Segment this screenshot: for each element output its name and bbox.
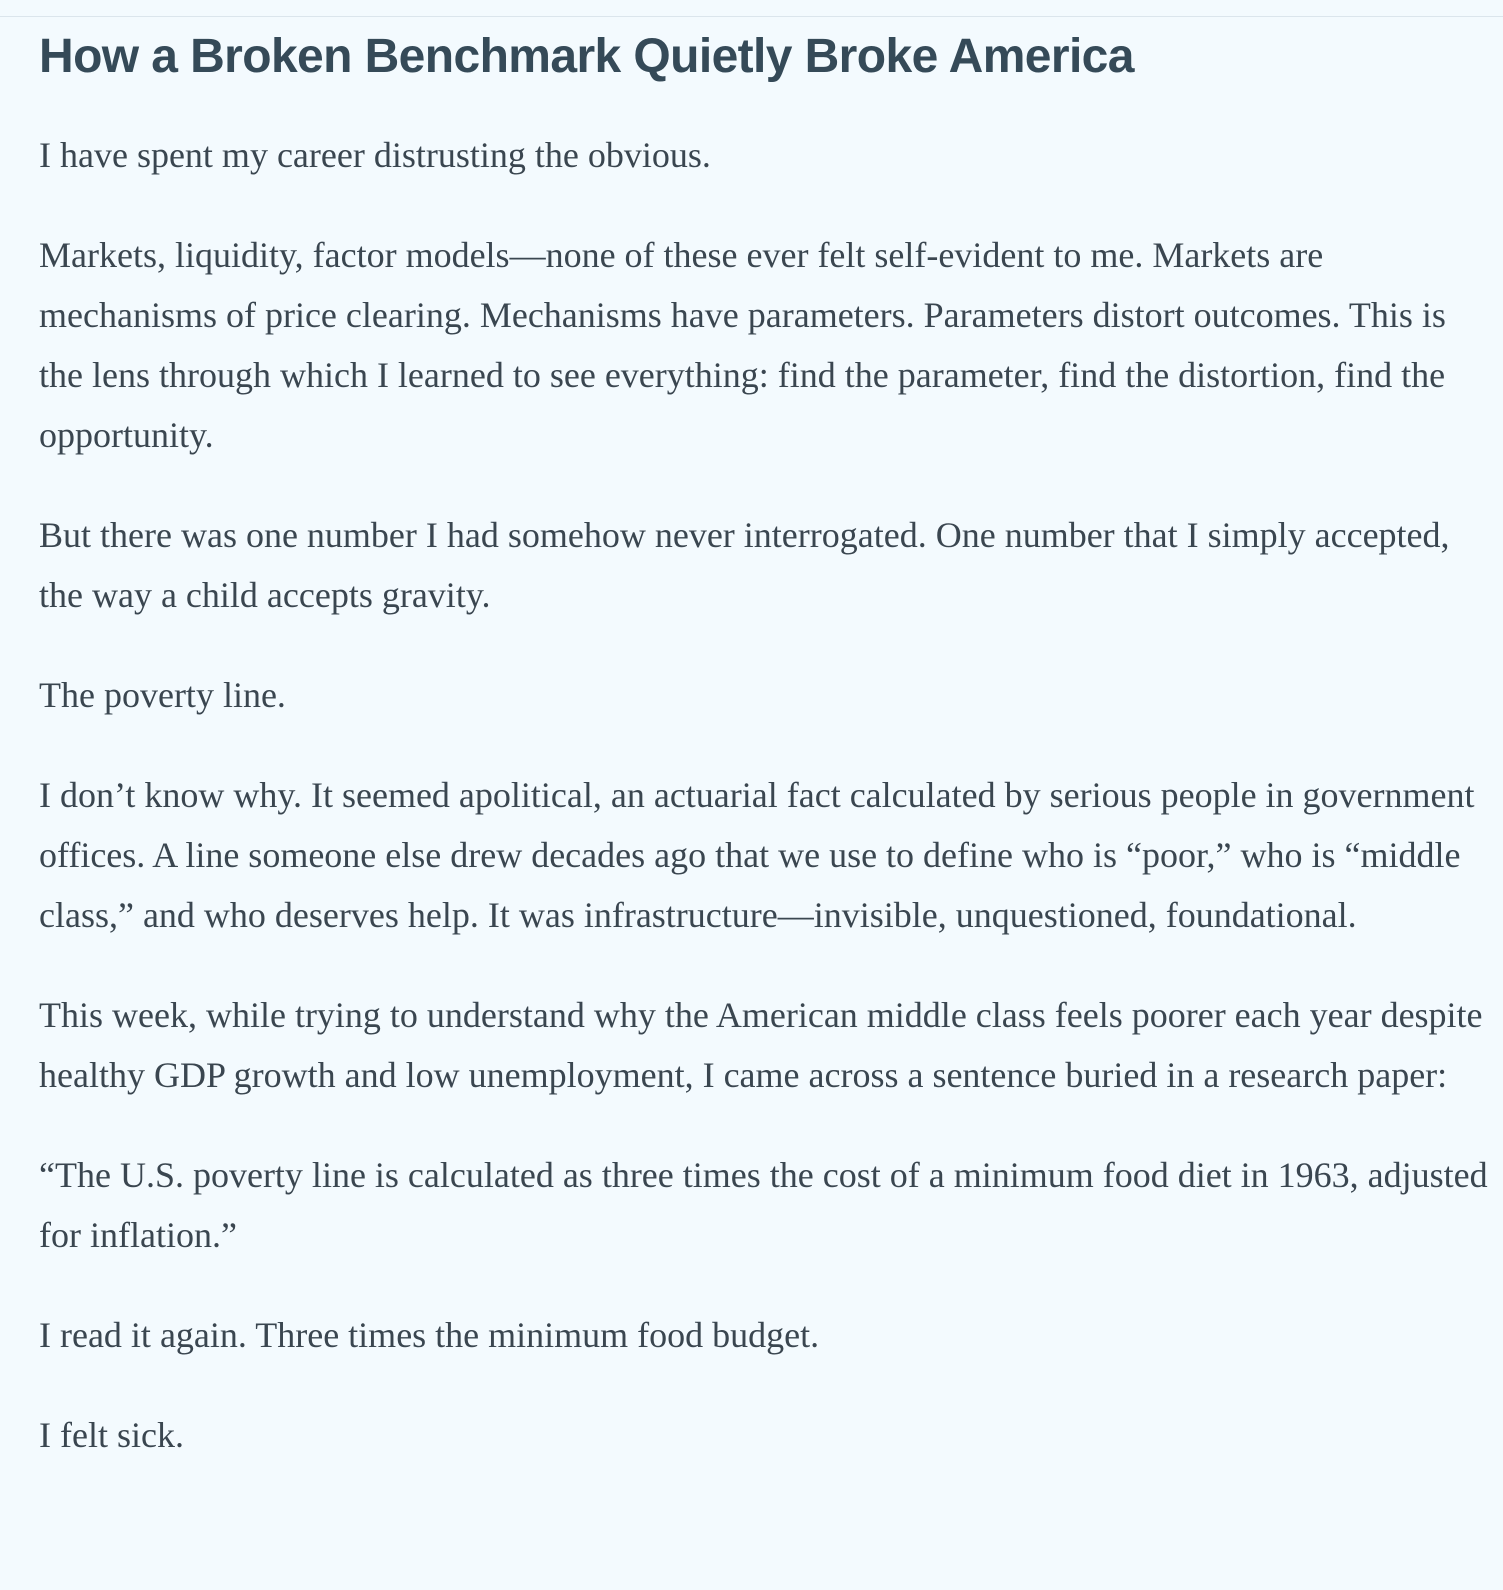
top-divider xyxy=(0,16,1503,17)
article-title: How a Broken Benchmark Quietly Broke America xyxy=(39,30,1134,83)
paragraph-8: I read it again. Three times the minimum food budget. xyxy=(39,1315,820,1355)
paragraph-gap xyxy=(39,1265,1483,1305)
paragraph-gap xyxy=(39,1365,1483,1405)
paragraph-1: I have spent my career distrusting the obvious. xyxy=(39,135,711,175)
paragraph-gap xyxy=(39,725,1483,765)
paragraph-2: Markets, liquidity, factor models—none of these ever felt self-evident to me. Markets are mechanisms of price clearing. Mechanisms have parameters. Parameters distort outcomes. This is the lens through which I learned to see everything: find the parameter, find the distortion, find the opportunity. xyxy=(39,235,1446,455)
paragraph-6: This week, while trying to understand why the American middle class feels poorer each year despite healthy GDP growth and low unemployment, I came across a sentence buried in a research paper: xyxy=(39,995,1483,1095)
paragraph-4: The poverty line. xyxy=(39,675,286,715)
article-body xyxy=(0,25,1503,1465)
paragraph-3: But there was one number I had somehow never interrogated. One number that I simply accepted, the way a child accepts gravity. xyxy=(39,515,1450,615)
paragraph-gap xyxy=(39,185,1483,225)
paragraph-gap xyxy=(39,465,1483,505)
paragraph-gap xyxy=(39,945,1483,985)
paragraph-5: I don’t know why. It seemed apolitical, an actuarial fact calculated by serious people in government offices. A line someone else drew decades ago that we use to define who is “poor,” who is “middle class,” and who deserves help. It was infrastructure—invisible, unquestioned, foundational. xyxy=(39,775,1475,935)
paragraph-9: I felt sick. xyxy=(39,1415,184,1455)
paragraph-7-quote: “The U.S. poverty line is calculated as three times the cost of a minimum food diet in 1963, adjusted for inflation.” xyxy=(39,1155,1488,1255)
paragraph-gap xyxy=(39,1105,1483,1145)
paragraph-gap xyxy=(39,625,1483,665)
